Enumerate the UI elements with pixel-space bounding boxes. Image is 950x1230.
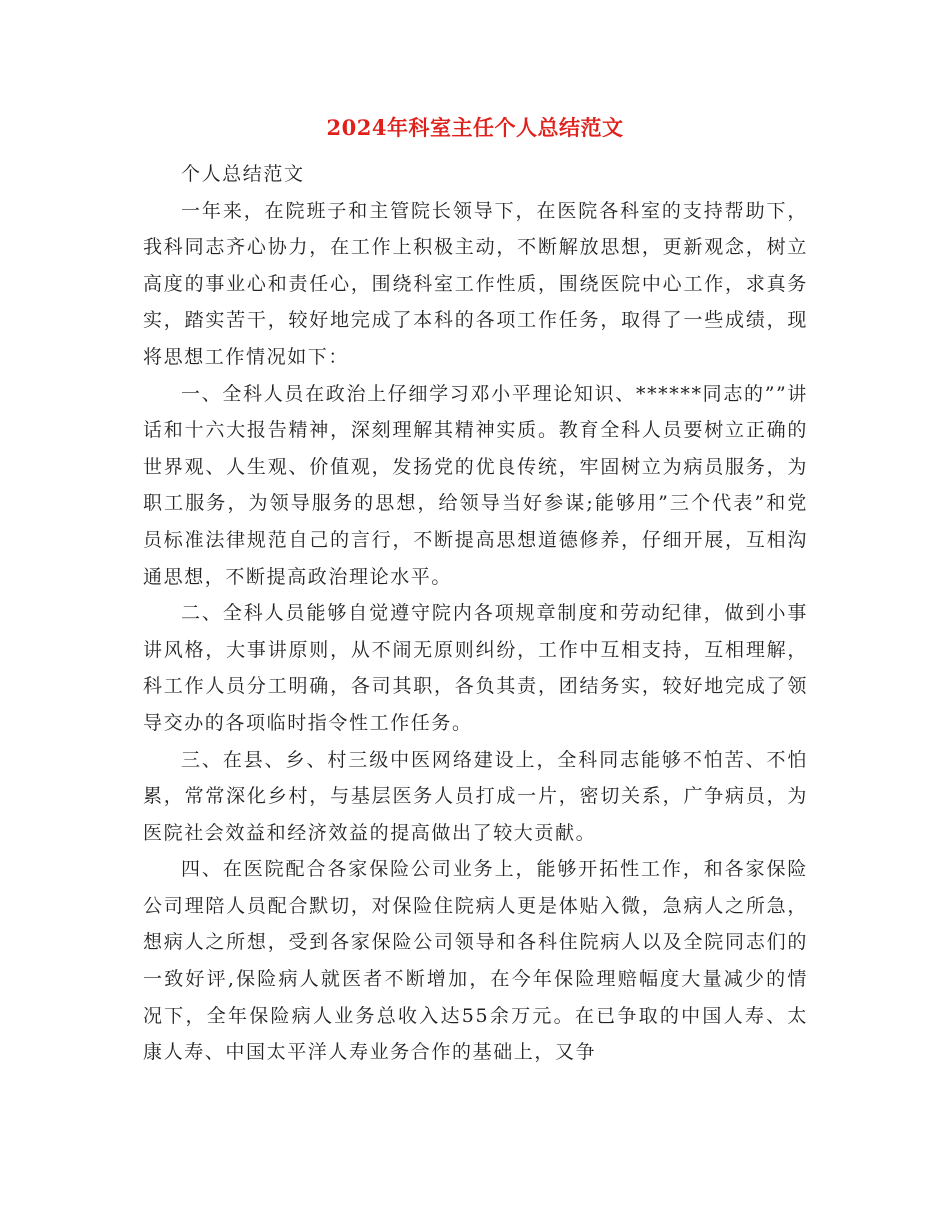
- paragraph-section-4: 四、在医院配合各家保险公司业务上，能够开拓性工作，和各家保险公司理陪人员配合默切，对保险住院病人更是体贴入微，急病人之所急，想病人之所想，受到各家保险公司领导和各科住院病人以及全院同志们的一致好评,保险病人就医者不断增加，在今年保险理赔幅度大量减少的情况下，全年保险病人业务总收入达55余万元。在已争取的中国人寿、太康人寿、中国太平洋人寿业务合作的基础上，又争: [143, 858, 808, 1064]
- paragraph-heading: 个人总结范文: [181, 163, 305, 185]
- paragraph-section-1: 一、全科人员在政治上仔细学习邓小平理论知识、******同志的””讲话和十六大报告精神，深刻理解其精神实质。教育全科人员要树立正确的世界观、人生观、价值观，发扬党的优良传统，牢固树立为病员服务，为职工服务，为领导服务的思想，给领导当好参谋;能够用”三个代表”和党员标准法律规范自己的言行，不断提高思想道德修养，仔细开展，互相沟通思想，不断提高政治理论水平。: [143, 382, 808, 588]
- paragraph-section-2: 二、全科人员能够自觉遵守院内各项规章制度和劳动纪律，做到小事讲风格，大事讲原则，从不闹无原则纠纷，工作中互相支持，互相理解，科工作人员分工明确，各司其职，各负其责，团结务实，较好地完成了领导交办的各项临时指令性工作任务。: [143, 602, 808, 734]
- paragraph-section-3: 三、在县、乡、村三级中医网络建设上，全科同志能够不怕苦、不怕累，常常深化乡村，与基层医务人员打成一片，密切关系，广争病员，为医院社会效益和经济效益的提高做出了较大贡献。: [143, 748, 808, 844]
- paragraph-intro: 一年来，在院班子和主管院长领导下，在医院各科室的支持帮助下，我科同志齐心协力，在工作上积极主动，不断解放思想，更新观念，树立高度的事业心和责任心，围绕科室工作性质，围绕医院中心工作，求真务实，踏实苦干，较好地完成了本科的各项工作任务，取得了一些成绩，现将思想工作情况如下：: [143, 199, 808, 368]
- document-body: [143, 156, 808, 1071]
- document-title: 2024年科室主任个人总结范文: [326, 115, 624, 140]
